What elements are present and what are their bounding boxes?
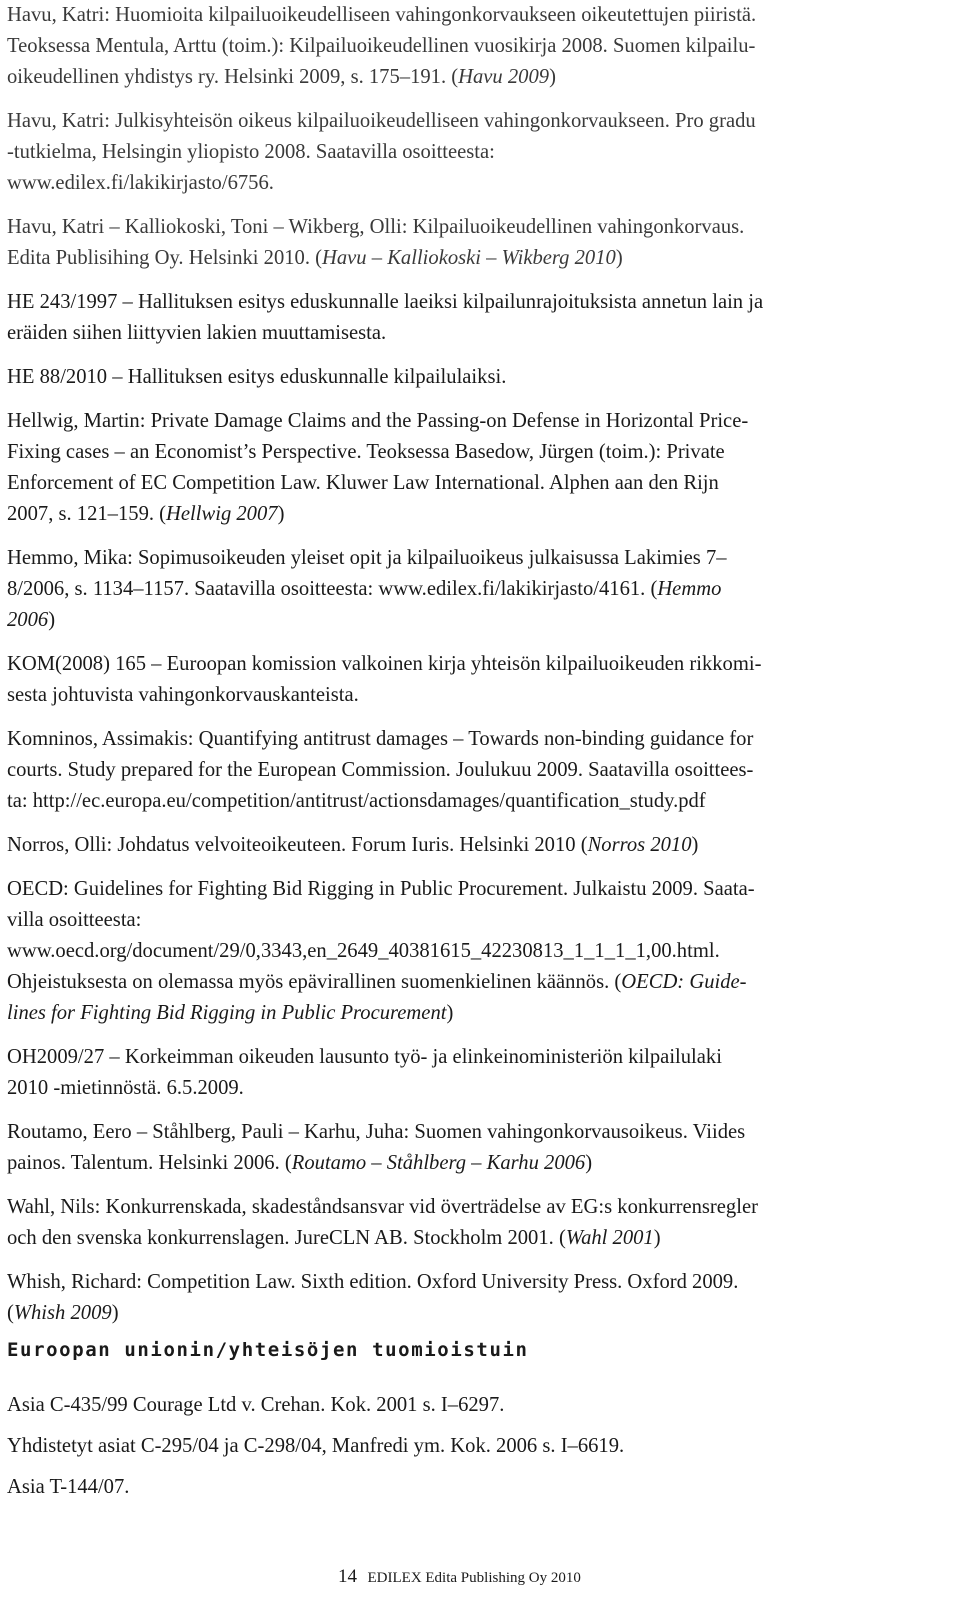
citation-key: Hellwig 2007 <box>166 503 278 525</box>
page-number: 14 <box>338 1566 357 1587</box>
citation-key: Routamo – Ståhlberg – Karhu 2006 <box>291 1152 586 1174</box>
case-entry: Asia T-144/07. <box>7 1476 130 1498</box>
page-footer <box>338 1566 581 1588</box>
reference-entry: OH2009/27 – Korkeimman oikeuden lausunto työ- ja elinkeinoministeriön kilpailulaki 2010 -mietinnöstä. 6.5.2009. <box>7 1046 722 1099</box>
reference-entry: KOM(2008) 165 – Euroopan komission valkoinen kirja yhteisön kilpailuoikeuden rikkomi- sesta johtuvista vahingonkorvauskanteista. <box>7 653 762 706</box>
reference-entry: Havu, Katri: Huomioita kilpailuoikeudelliseen vahingonkorvaukseen oikeutettujen piiristä. Teoksessa Mentula, Arttu (toim.): Kilpailuoikeudellinen vuosikirja 2008. Suomen kilpailu- oikeudellinen yhdistys ry. Helsinki 2009, s. 175–191. (Havu 2009) <box>7 4 757 88</box>
reference-entry: Whish, Richard: Competition Law. Sixth edition. Oxford University Press. Oxford 2009. (Whish 2009) <box>7 1271 739 1324</box>
reference-entry: Hemmo, Mika: Sopimusoikeuden yleiset opit ja kilpailuoikeus julkaisussa Lakimies 7– 8/2006, s. 1134–1157. Saatavilla osoitteesta: www.edilex.fi/lakikirjasto/4161. (Hemmo 2006) <box>7 547 727 631</box>
citation-key: Havu 2009 <box>458 66 550 88</box>
citation-key: Havu – Kalliokoski – Wikberg 2010 <box>322 247 616 269</box>
case-entry: Yhdistetyt asiat C-295/04 ja C-298/04, Manfredi ym. Kok. 2006 s. I–6619. <box>7 1435 625 1457</box>
citation-key: Wahl 2001 <box>565 1227 654 1249</box>
case-entry: Asia C-435/99 Courage Ltd v. Crehan. Kok. 2001 s. I–6297. <box>7 1394 505 1416</box>
reference-entry: Hellwig, Martin: Private Damage Claims and the Passing-on Defense in Horizontal Price- Fixing cases – an Economist’s Perspective. Teoksessa Basedow, Jürgen (toim.): Private Enforcement of EC Competition Law. Kluwer Law International. Alphen aan den Rijn 2007, s. 121–159. (Hellwig 2007) <box>7 410 749 525</box>
reference-entry: Wahl, Nils: Konkurrenskada, skadeståndsansvar vid överträdelse av EG:s konkurrensregler och den svenska konkurrenslagen. JureCLN AB. Stockholm 2001. (Wahl 2001) <box>7 1196 758 1249</box>
reference-entry: Komninos, Assimakis: Quantifying antitrust damages – Towards non-binding guidance for courts. Study prepared for the European Commission. Joulukuu 2009. Saatavilla osoittees- ta: http://ec.europa.eu/competition/antitrust/actionsdamages/quantification_study.pdf <box>7 728 754 812</box>
publisher-credit: EDILEX Edita Publishing Oy 2010 <box>367 1570 581 1586</box>
reference-entry: Norros, Olli: Johdatus velvoiteoikeuteen. Forum Iuris. Helsinki 2010 (Norros 2010) <box>7 834 699 856</box>
citation-key: OECD: Guide- lines for Fighting Bid Rigging in Public Procurement <box>7 971 747 1024</box>
citation-key: Hemmo 2006 <box>7 578 722 631</box>
reference-entry: HE 243/1997 – Hallituksen esitys eduskunnalle laeiksi kilpailunrajoituksista annetun lain ja eräiden siihen liittyvien lakien muuttamisesta. <box>7 291 764 344</box>
reference-entry: OECD: Guidelines for Fighting Bid Rigging in Public Procurement. Julkaistu 2009. Saata- villa osoitteesta: www.oecd.org/document/29/0,3343,en_2649_40381615_42230813_1_1_1_1,00.html. Ohjeistuksesta on olemassa myös epävirallinen suomenkielinen käännös. (OECD: Guide- lines for Fighting Bid Rigging in Public Procurement) <box>7 878 755 1024</box>
bibliography <box>7 0 937 1342</box>
citation-key: Norros 2010 <box>587 834 692 856</box>
reference-entry: Havu, Katri: Julkisyhteisön oikeus kilpailuoikeudelliseen vahingonkorvaukseen. Pro gradu -tutkielma, Helsingin yliopisto 2008. Saatavilla osoitteesta: www.edilex.fi/lakikirjasto/6756. <box>7 110 756 194</box>
citation-key: Whish 2009 <box>13 1302 112 1324</box>
section-heading: Euroopan unionin/yhteisöjen tuomioistuin <box>7 1339 529 1361</box>
reference-entry: Routamo, Eero – Ståhlberg, Pauli – Karhu, Juha: Suomen vahingonkorvausoikeus. Viides painos. Talentum. Helsinki 2006. (Routamo – Ståhlberg – Karhu 2006) <box>7 1121 746 1174</box>
case-list <box>7 1390 937 1513</box>
reference-entry: HE 88/2010 – Hallituksen esitys eduskunnalle kilpailulaiksi. <box>7 366 507 388</box>
reference-entry: Havu, Katri – Kalliokoski, Toni – Wikberg, Olli: Kilpailuoikeudellinen vahingonkorvaus. Edita Publisihing Oy. Helsinki 2010. (Havu – Kalliokoski – Wikberg 2010) <box>7 216 745 269</box>
